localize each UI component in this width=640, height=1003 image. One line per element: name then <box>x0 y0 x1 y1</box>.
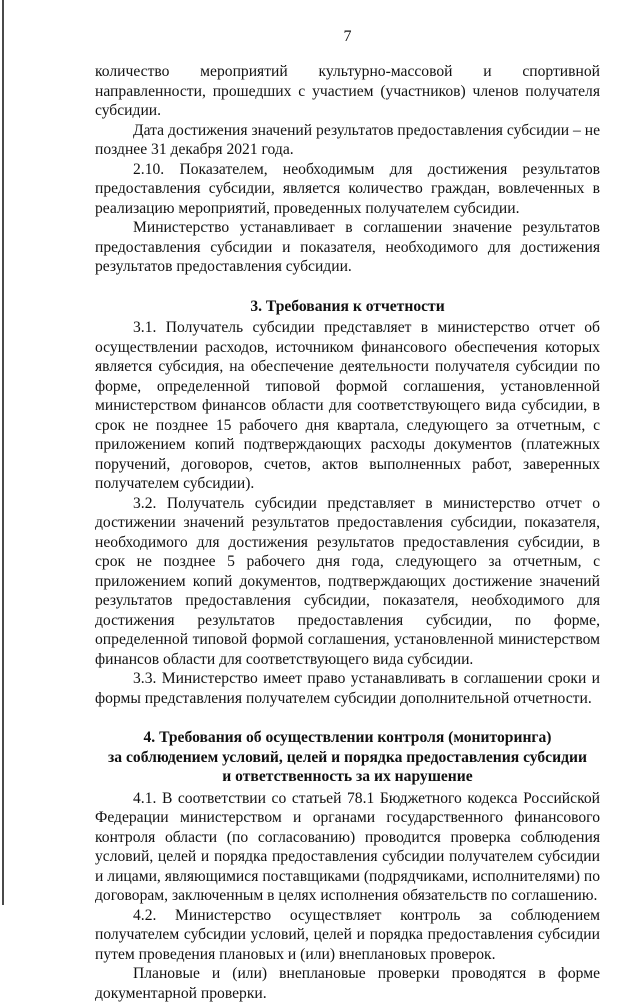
paragraph-continuation: количество мероприятий культурно-массовой и спортивной направленности, прошедших с участием (участников) членов получателя субсидии. <box>95 63 600 119</box>
paragraph-inspections: Плановые и (или) внеплановые проверки проводятся в форме документарной проверки. <box>95 965 600 1002</box>
section-3-heading: 3. Требования к отчетности <box>250 297 445 315</box>
paragraph-ministry-sets-values: Министерство устанавливает в соглашении значение результатов предоставления субсидии и показателя, необходимого для достижения результатов предоставления субсидии. <box>95 219 600 275</box>
paragraph-deadline: Дата достижения значений результатов предоставления субсидии – не позднее 31 декабря 2021 года. <box>95 121 600 158</box>
paragraph-2-10: 2.10. Показателем, необходимым для достижения результатов предоставления субсидии, является количество граждан, вовлеченных в реализацию мероприятий, проведенных получателем субсидии. <box>95 160 600 217</box>
section-4-heading-line: и ответственность за их нарушение <box>222 768 473 785</box>
section-4-heading-line: за соблюдением условий, целей и порядка предоставления субсидии <box>108 748 587 766</box>
paragraph-4-1: 4.1. В соответствии со статьей 78.1 Бюджетного кодекса Российской Федерации министерством и органами государственного финансового контроля области (по согласованию) проводится проверка соблюдения условий, целей и порядка предоставления субсидии получателем субсидии и лицами, являющимися поставщиками (подрядчиками, исполнителями) по договорам, заключенным в целях исполнения обязательств по соглашению. <box>95 789 600 904</box>
paragraph-3-2: 3.2. Получатель субсидии представляет в министерство отчет о достижении значений результатов предоставления субсидии, показателя, необходимого для достижения результатов предоставления субсидии, в срок не позднее 5 рабочего дня года, следующего за отчетным, с приложением копий документов, подтверждающих достижение значений результатов предоставления субсидии, показателя, необходимого для достижения результатов предоставления субсидии, по форме, определенной типовой формой соглашения, установленной министерством финансов области для соответствующего вида субсидии. <box>95 494 600 668</box>
paragraph-3-3: 3.3. Министерство имеет право устанавливать в соглашении сроки и формы представления получателем субсидии дополнительной отчетности. <box>95 670 600 707</box>
section-4-heading-line: 4. Требования об осуществлении контроля (мониторинга) <box>143 729 552 746</box>
paragraph-3-1: 3.1. Получатель субсидии представляет в министерство отчет об осуществлении расходов, источником финансового обеспечения которых является субсидия, на обеспечение деятельности получателя субсидии по форме, определенной типовой формой соглашения, установленной министерством финансов области для соответствующего вида субсидии, в срок не позднее 15 рабочего дня квартала, следующего за отчетным, с приложением копий подтверждающих расходы документов (платежных поручений, договоров, счетов, актов выполненных работ, заверенных получателем субсидии). <box>95 319 600 492</box>
page-number: 7 <box>343 28 352 45</box>
scan-edge <box>2 0 4 905</box>
paragraph-4-2: 4.2. Министерство осуществляет контроль за соблюдением получателем субсидии условий, целей и порядка предоставления субсидии путем проведения плановых и (или) внеплановых проверок. <box>95 906 600 963</box>
section-4-heading <box>95 728 600 787</box>
